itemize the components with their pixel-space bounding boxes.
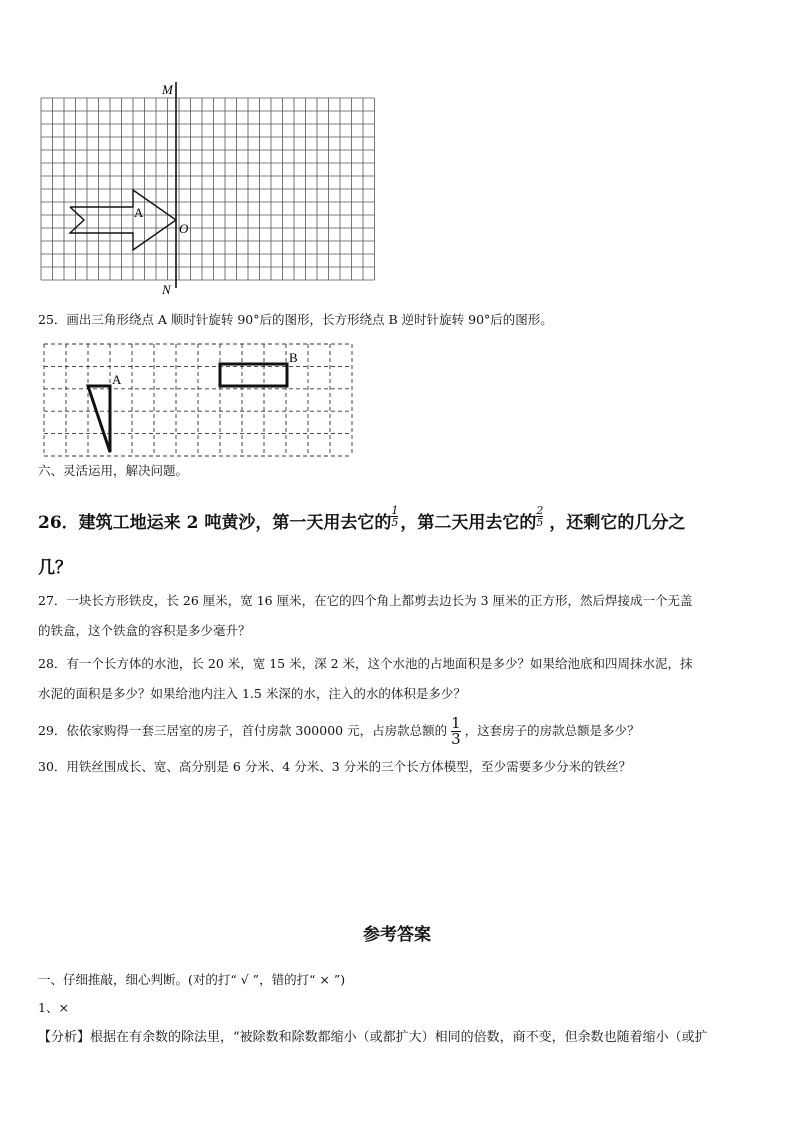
q29-frac-den: 3 bbox=[451, 730, 461, 748]
frac2-num: 2 bbox=[536, 504, 544, 517]
triangle-shape bbox=[88, 386, 110, 452]
answers-item-1: 1、× bbox=[38, 1000, 69, 1015]
rectangle-shape bbox=[220, 364, 287, 386]
question-28-line1: 28．有一个长方体的水池，长 20 米，宽 15 米，深 2 米，这个水池的占地面积是多少？如果给池底和四周抹水泥，抹 bbox=[38, 656, 693, 671]
grid-lines bbox=[41, 98, 375, 280]
frac1-den: 5 bbox=[391, 516, 399, 529]
dashed-grid-lines bbox=[44, 344, 352, 456]
question-27-line2: 的铁盒，这个铁盒的容积是多少毫升？ bbox=[38, 623, 251, 638]
question-27-line1: 27．一块长方形铁皮，长 26 厘米，宽 16 厘米，在它的四个角上都剪去边长为 3 厘米的正方形，然后焊接成一个无盖 bbox=[38, 593, 693, 608]
answers-analysis: 【分析】根据在有余数的除法里，“被除数和除数都缩小（或都扩大）相同的倍数，商不变，但余数也随着缩小（或扩 bbox=[38, 1030, 708, 1045]
label-m: M bbox=[162, 82, 173, 97]
label-a2: A bbox=[112, 372, 122, 387]
fraction-one-third bbox=[451, 716, 461, 747]
answers-title: 参考答案 bbox=[363, 925, 431, 945]
label-n: N bbox=[162, 282, 171, 295]
label-b: B bbox=[289, 350, 298, 365]
q26-text-2: ，第二天用去它的 bbox=[400, 513, 537, 533]
frac2-den: 5 bbox=[536, 516, 544, 529]
q29-text-1: 29．依依家购得一套三居室的房子，首付房款 300000 元，占房款总额的 bbox=[38, 723, 448, 738]
q26-text-1: 26．建筑工地运来 2 吨黄沙，第一天用去它的 bbox=[38, 513, 392, 533]
frac1-num: 1 bbox=[391, 504, 399, 517]
question-29 bbox=[38, 713, 640, 749]
question-28-line2: 水泥的面积是多少？如果给池内注入 1.5 米深的水，注入的水的体积是多少？ bbox=[38, 686, 466, 701]
q26-text-3: ，还剩它的几分之 bbox=[549, 513, 686, 533]
question-26-line2: 几？ bbox=[38, 558, 72, 578]
figure-grid-axis bbox=[36, 80, 381, 295]
q29-text-2: ，这套房子的房款总额是多少？ bbox=[464, 723, 640, 738]
question-26-line1 bbox=[38, 504, 686, 533]
figure-dashed-grid bbox=[40, 340, 358, 458]
fraction-one-fifth bbox=[391, 505, 398, 528]
answers-section-1: 一、仔细推敲，细心判断。(对的打“ √ ”，错的打“ × ”) bbox=[38, 972, 346, 987]
fraction-two-fifths bbox=[536, 505, 543, 528]
label-a: A bbox=[134, 205, 144, 220]
q29-frac-num: 1 bbox=[451, 714, 461, 732]
question-30: 30．用铁丝围成长、宽、高分别是 6 分米、4 分米、3 分米的三个长方体模型，至少需要多少分米的铁丝？ bbox=[38, 759, 632, 774]
label-o: O bbox=[179, 221, 189, 236]
section-6-heading: 六、灵活运用，解决问题。 bbox=[38, 463, 189, 478]
question-25: 25．画出三角形绕点 A 顺时针旋转 90°后的图形，长方形绕点 B 逆时针旋转 90°后的图形。 bbox=[38, 312, 553, 327]
